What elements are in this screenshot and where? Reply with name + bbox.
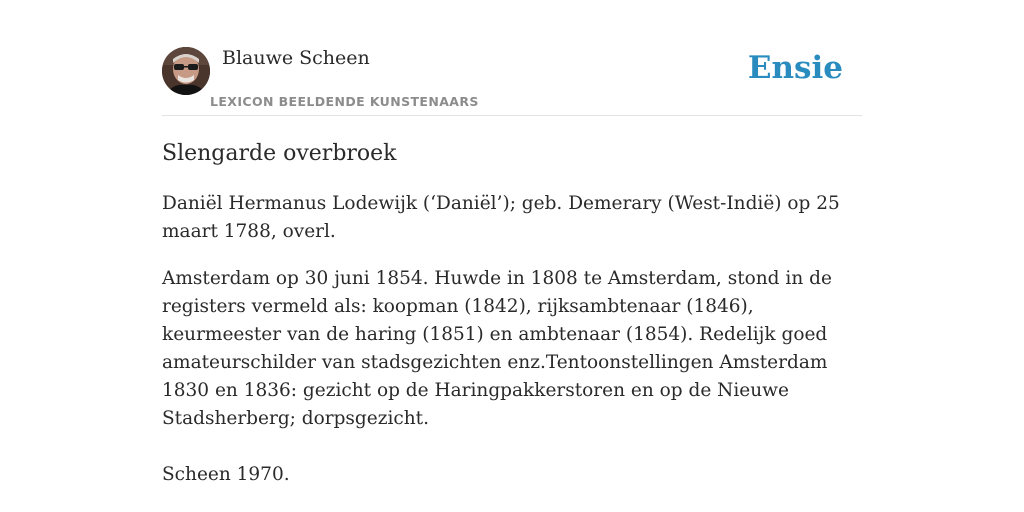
collection-label[interactable]: LEXICON BEELDENDE KUNSTENAARS (210, 94, 479, 109)
article-source: Scheen 1970. (162, 464, 290, 485)
article-paragraph: Amsterdam op 30 juni 1854. Huwde in 1808 te Amsterdam, stond in de registers vermeld als: koopman (1842), rijksambtenaar (1846), keurmeester van de haring (1851) en ambtenaar (1854). Redelijk goed amateurschilder van stadsgezichten enz.Tentoonstellingen Amsterdam 1830 en 1836: gezicht op de Haringpakkerstoren en op de Nieuwe Stadsherberg; dorpsgezicht. (162, 268, 832, 429)
article-paragraph: Daniël Hermanus Lodewijk (‘Daniël’); geb. Demerary (West-Indië) op 25 maart 1788, overl. (162, 193, 840, 242)
article-header (162, 44, 862, 116)
author-avatar[interactable] (162, 47, 210, 95)
article-title: Slengarde overbroek (162, 141, 397, 166)
article-body (162, 138, 862, 489)
ensie-logo[interactable]: Ensie (747, 50, 843, 86)
author-name[interactable]: Blauwe Scheen (222, 47, 370, 69)
avatar-photo-icon (162, 47, 210, 95)
